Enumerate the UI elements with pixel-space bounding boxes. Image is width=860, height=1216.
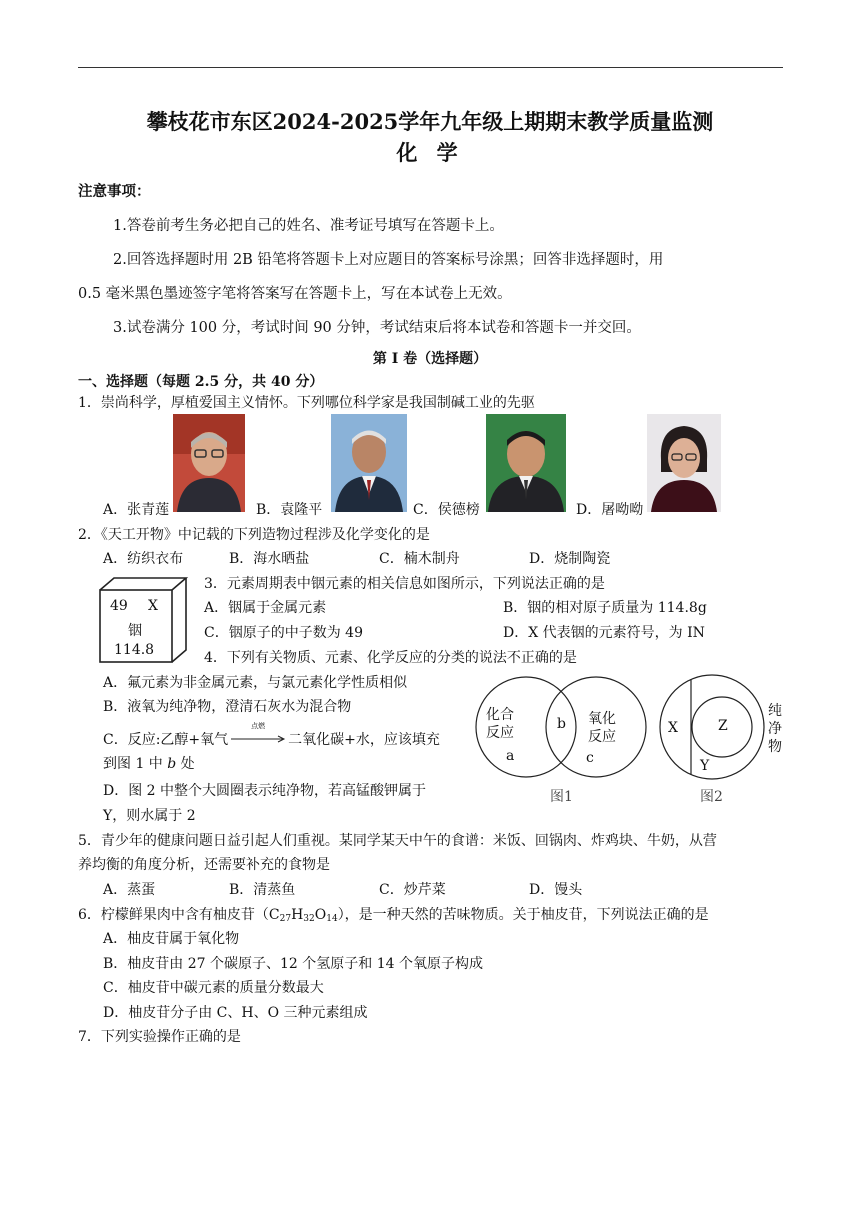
element-card xyxy=(98,576,190,664)
exam-title: 攀枝花市东区2024-2025学年九年级上期期末教学质量监测 xyxy=(146,109,714,134)
q4-stem: 4．下列有关物质、元素、化学反应的分类的说法不正确的是 xyxy=(204,650,577,666)
notice-item-1: 1.答卷前考生务必把自己的姓名、准考证号填写在答题卡上。 xyxy=(113,218,504,234)
fig2-side-2: 净 xyxy=(768,721,782,737)
q3-option-a: A．铟属于金属元素 xyxy=(204,600,327,616)
header-rule xyxy=(78,67,783,68)
fig1-right-label-1: 氧化 xyxy=(588,711,616,727)
q6-option-c: C．柚皮苷中碳元素的质量分数最大 xyxy=(103,980,324,996)
q2-option-d: D．烧制陶瓷 xyxy=(529,551,611,567)
q4-option-c-var: b xyxy=(167,756,177,772)
q5-option-c: C．炒芹菜 xyxy=(379,882,446,898)
scientist-photo-a xyxy=(173,414,245,512)
fig1-left-label-1: 化合 xyxy=(486,707,514,723)
figure-2-classification xyxy=(656,672,786,804)
fig2-side-3: 物 xyxy=(768,739,782,755)
q6-sub-14: 14 xyxy=(326,914,338,924)
reaction-condition: 点燃 xyxy=(251,722,266,730)
q6-stem-pre: 6．柠檬鲜果肉中含有柚皮苷（C xyxy=(78,907,280,923)
element-number: 49 xyxy=(110,598,128,614)
q1-option-a: A．张青莲 xyxy=(103,502,170,518)
q6-sub-27: 27 xyxy=(279,914,292,924)
q4-option-c-line2-pre: 到图 1 中 xyxy=(103,756,168,772)
q4-option-c-line2-post: 处 xyxy=(176,756,195,772)
q4-option-c xyxy=(103,722,440,749)
q3-option-d: D．X 代表铟的元素符号，为 IN xyxy=(503,625,705,641)
q5-stem-line1: 5．青少年的健康问题日益引起人们重视。某同学某天中午的食谱：米饭、回锅肉、炸鸡块、牛奶，从营 xyxy=(78,833,717,849)
element-mass: 114.8 xyxy=(114,642,155,658)
q7-stem: 7．下列实验操作正确的是 xyxy=(78,1029,241,1045)
figure-1-venn xyxy=(472,672,650,804)
notice-heading: 注意事项： xyxy=(78,183,151,200)
fig2-caption: 图2 xyxy=(700,789,723,805)
q4-option-d-line1: D．图 2 中整个大圆圈表示纯净物，若高锰酸钾属于 xyxy=(103,783,427,799)
q4-option-c-line2 xyxy=(103,753,195,773)
q2-option-a: A．纺织衣布 xyxy=(103,551,184,567)
q5-option-d: D．馒头 xyxy=(529,882,583,898)
q6-sub-32: 32 xyxy=(303,914,315,924)
fig2-label-y: Y xyxy=(700,758,710,774)
q2-stem: 2．《天工开物》中记载的下列造物过程涉及化学变化的是 xyxy=(78,527,430,543)
scientist-photo-d xyxy=(647,414,721,512)
q4-option-a: A．氟元素为非金属元素，与氯元素化学性质相似 xyxy=(103,675,408,691)
q6-option-b: B．柚皮苷由 27 个碳原子、12 个氢原子和 14 个氧原子构成 xyxy=(103,956,483,972)
q5-option-a: A．蒸蛋 xyxy=(103,882,156,898)
q4-option-d-line2: Y，则水属于 2 xyxy=(103,808,196,824)
q6-option-a: A．柚皮苷属于氧化物 xyxy=(103,931,240,947)
q4-option-c-post: 二氧化碳+水，应该填充 xyxy=(288,732,440,748)
reaction-arrow-icon xyxy=(230,722,286,745)
q6-stem xyxy=(78,904,709,924)
q2-option-b: B．海水晒盐 xyxy=(229,551,310,567)
fig2-side-1: 纯 xyxy=(768,703,782,719)
volume-heading: 第 I 卷（选择题） xyxy=(372,351,488,367)
q1-option-b: B．袁隆平 xyxy=(256,502,323,518)
scientist-photo-b xyxy=(331,414,407,512)
fig2-label-z: Z xyxy=(718,718,728,734)
q6-h: H xyxy=(291,907,304,923)
part-heading: 一、选择题（每题 2.5 分，共 40 分） xyxy=(78,374,324,390)
element-name: 铟 xyxy=(128,623,142,639)
q6-stem-post: ），是一种天然的苦味物质。关于柚皮苷，下列说法正确的是 xyxy=(337,907,709,923)
q4-option-c-pre: C．反应:乙醇+氧气 xyxy=(103,732,229,748)
q3-option-c: C．铟原子的中子数为 49 xyxy=(204,625,363,641)
notice-item-2b: 0.5 毫米黑色墨迹签字笔将答案写在答题卡上，写在本试卷上无效。 xyxy=(78,286,512,302)
scientist-photo-c xyxy=(486,414,566,512)
fig1-region-b: b xyxy=(557,716,566,732)
q5-option-b: B．清蒸鱼 xyxy=(229,882,296,898)
fig2-label-x: X xyxy=(668,720,678,736)
notice-item-2a: 2.回答选择题时用 2B 铅笔将答题卡上对应题目的答案标号涂黑；回答非选择题时，用 xyxy=(113,252,664,268)
exam-subject: 化 学 xyxy=(396,140,464,165)
q3-stem: 3．元素周期表中铟元素的相关信息如图所示，下列说法正确的是 xyxy=(204,576,605,592)
element-symbol: X xyxy=(148,598,158,614)
fig1-region-a: a xyxy=(506,748,515,764)
q6-o: O xyxy=(314,907,327,923)
q3-option-b: B．铟的相对原子质量为 114.8g xyxy=(503,600,707,616)
q6-option-d: D．柚皮苷分子由 C、H、O 三种元素组成 xyxy=(103,1005,368,1021)
fig1-right-label-2: 反应 xyxy=(588,729,616,745)
notice-item-3: 3.试卷满分 100 分，考试时间 90 分钟，考试结束后将本试卷和答题卡一并交回。 xyxy=(113,320,641,336)
q4-option-b: B．液氧为纯净物，澄清石灰水为混合物 xyxy=(103,699,352,715)
q2-option-c: C．楠木制舟 xyxy=(379,551,460,567)
q1-option-c: C．侯德榜 xyxy=(413,502,480,518)
fig1-region-c: c xyxy=(586,750,594,766)
fig1-caption: 图1 xyxy=(550,789,573,805)
q1-option-d: D．屠呦呦 xyxy=(576,502,644,518)
fig1-left-label-2: 反应 xyxy=(486,725,514,741)
q5-stem-line2: 养均衡的角度分析，还需要补充的食物是 xyxy=(78,857,330,873)
q1-stem: 1．崇尚科学，厚植爱国主义情怀。下列哪位科学家是我国制碱工业的先驱 xyxy=(78,395,535,411)
